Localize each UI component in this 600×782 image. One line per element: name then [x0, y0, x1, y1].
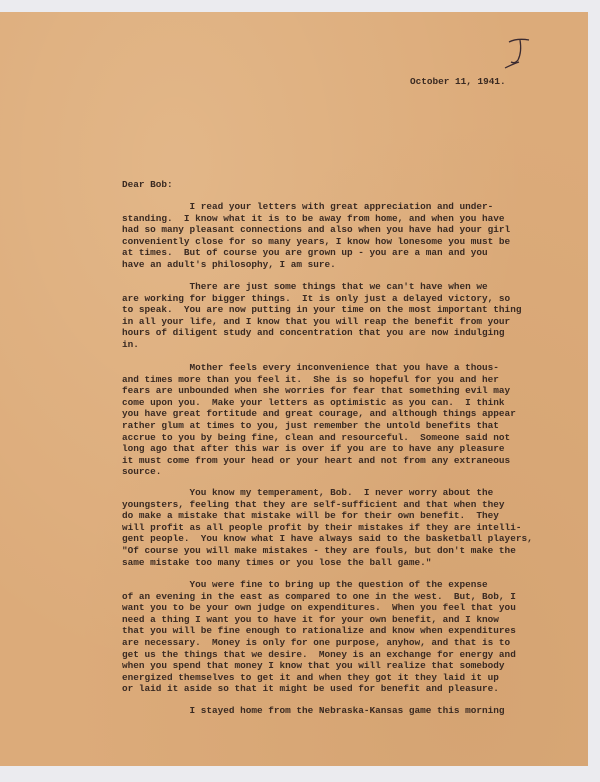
text-line: you have great fortitude and great courage, and although things appear [122, 408, 516, 420]
letter-date: October 11, 1941. [410, 76, 506, 87]
text-line: energized themselves to get it and when they got it they laid it up [122, 671, 499, 683]
text-line: of an evening in the east as compared to one in the west. But, Bob, I [122, 590, 516, 602]
paragraph [122, 201, 510, 271]
paragraph [122, 362, 516, 478]
text-line: conveniently close for so many years, I know how lonesome you must be [122, 235, 511, 247]
text-line: come upon you. Make your letters as optimistic as you can. I think [122, 396, 505, 408]
text-line: are working for bigger things. It is only just a delayed victory, so [122, 292, 511, 304]
text-line: get us the things that we desire. Money is an exchange for energy and [122, 648, 516, 660]
text-line: in all your life, and I know that you will reap the benefit from your [122, 315, 511, 327]
text-line: long ago that after this war is over if you are to have any pleasure [122, 443, 505, 455]
text-line: You were fine to bring up the question of the expense [122, 579, 488, 590]
paragraph [122, 579, 516, 695]
text-line: standing. I know what it is to be away from home, and when you have [122, 212, 505, 224]
text-line: accrue to you by being fine, clean and resourceful. Someone said not [122, 431, 511, 443]
text-line: want you to be your own judge on expenditures. When you feel that you [122, 602, 516, 614]
text-line: gent people. You know what I have always said to the basketball players, [122, 533, 533, 545]
text-line: do make a mistake that mistake will be for their own benefit. They [122, 510, 499, 522]
salutation: Dear Bob: [122, 179, 173, 190]
paragraph [122, 487, 533, 568]
text-line: are necessary. Money is only for one purpose, anyhow, and that is to [122, 636, 511, 648]
paragraph [122, 281, 521, 351]
text-line: Mother feels every inconvenience that you have a thous- [122, 362, 499, 373]
text-line: There are just some things that we can't have when we [122, 281, 488, 292]
text-line: to speak. You are now putting in your time on the most important thing [122, 304, 522, 316]
text-line: hours of diligent study and concentration that you are now indulging [122, 327, 505, 339]
text-line: at times. But of course you are grown up - you are a man and you [122, 247, 488, 259]
text-line: I read your letters with great appreciation and under- [122, 201, 494, 212]
text-line: it must come from your head or your heart and not from any extraneous [122, 454, 511, 466]
text-line: rather glum at times to you, just remember the untold benefits that [122, 419, 499, 431]
text-line: I stayed home from the Nebraska-Kansas game this morning [122, 705, 505, 716]
text-line: that you will be fine enough to rationalize and know when expenditures [122, 625, 516, 637]
text-line: have an adult's philosophy, I am sure. [122, 258, 336, 270]
text-line: will profit as all people profit by their mistakes if they are intelli- [122, 521, 522, 533]
paragraph [122, 705, 505, 717]
handwritten-mark [503, 36, 533, 70]
text-line: fears are unbounded when she worries for fear that something evil may [122, 385, 511, 397]
text-line: source. [122, 466, 162, 478]
text-line: had so many pleasant connections and also when you have had your girl [122, 224, 511, 236]
text-line: "Of course you will make mistakes - they are fouls, but don't make the [122, 544, 516, 556]
text-line: when you spend that money I know that you will realize that somebody [122, 660, 505, 672]
text-line: and times more than you feel it. She is so hopeful for you and her [122, 373, 499, 385]
text-line: You know my temperament, Bob. I never worry about the [122, 487, 494, 498]
text-line: same mistake too many times or you lose the ball game." [122, 556, 432, 568]
text-line: or laid it aside so that it might be used for benefit and pleasure. [122, 683, 499, 695]
text-line: youngsters, feeling that they are self-sufficient and that when they [122, 498, 505, 510]
text-line: need a thing I want you to have it for your own benefit, and I know [122, 613, 499, 625]
text-line: in. [122, 338, 139, 350]
